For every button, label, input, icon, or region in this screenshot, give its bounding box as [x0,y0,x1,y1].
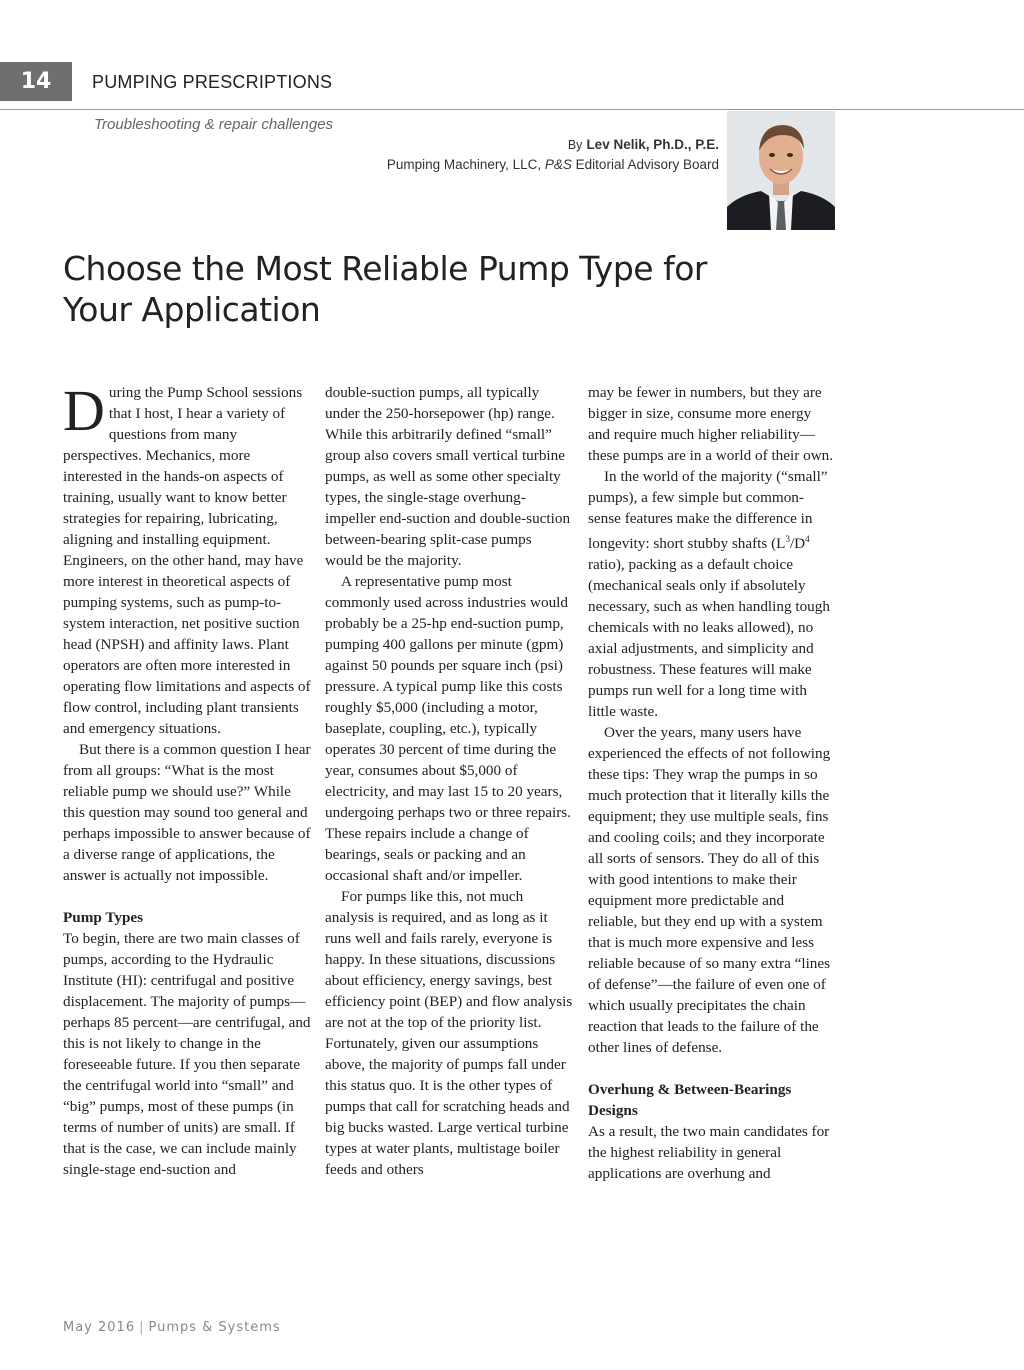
subheading-overhung-designs: Overhung & Between-Bearings Designs [588,1081,792,1120]
paragraph-text: In the world of the majority (“small” pumps), a few simple but common-sense features make the difference in longevity: short stubby shafts (L [588,468,828,553]
affiliation-prefix: Pumping Machinery, LLC, [386,157,545,172]
article-column-3 [588,382,836,1184]
section-title: PUMPING PRESCRIPTIONS [92,72,333,92]
footer-separator: | [139,1320,145,1335]
header-divider [0,109,1024,110]
byline [387,135,719,175]
article-column-2 [325,382,573,1180]
superscript: 3 [785,534,790,544]
byline-affiliation [387,155,719,175]
author-portrait-icon [727,111,835,230]
article-paragraph [588,466,836,722]
drop-cap: D [63,378,105,443]
author-photo [727,111,835,230]
article-paragraph: To begin, there are two main classes of pumps, according to the Hydraulic Institute (HI): centrifugal and positive displacement. The majority of pumps—perhaps 85 percent—are centrifugal, and this is not likely to change in the foreseeable future. If you then separate the centrifugal world into “small” and “big” pumps, most of these pumps (in terms of number of units) are small. If that is the case, we can include mainly single-stage end-suction and [63,930,311,1178]
article-paragraph: may be fewer in numbers, but they are bigger in size, consume more energy and require much higher reliability—these pumps are in a world of their own. [588,384,834,464]
page-number: 14 [0,62,72,101]
paragraph-text: uring the Pump School sessions that I host, I hear a variety of questions from many perspectives. Mechanics, more interested in the hands-on aspects of training, usually want to know better strategies for repairing, lubricating, aligning and installing equipment. Engineers, on the other hand, may have more interest in theoretical aspects of pumping systems, such as pump-to-system interaction, net positive suction head (NPSH) and affinity laws. Plant operators are often more interested in operating flow limitations and aspects of flow control, including plant transients and emergency situations. [63,384,311,737]
paragraph-text: /D [789,535,806,553]
article-column-1 [63,378,311,1180]
affiliation-suffix: Editorial Advisory Board [571,157,719,172]
article-paragraph [63,378,311,739]
byline-author: Lev Nelik, Ph.D., P.E. [586,137,719,152]
footer-date: May 2016 [63,1320,136,1335]
article-paragraph: double-suction pumps, all typically under the 250-horsepower (hp) range. While this arbitrarily defined “small” group also covers small vertical turbine pumps, as well as some other specialty types, the single-stage overhung-impeller end-suction and double-suction between-bearing split-case pumps would be the majority. [325,384,571,569]
footer-publication: Pumps & Systems [148,1320,281,1335]
column-subtitle: Troubleshooting & repair challenges [94,116,334,133]
affiliation-italic: P&S [544,157,572,172]
article-paragraph: For pumps like this, not much analysis is required, and as long as it runs well and fails rarely, everyone is happy. In these situations, discussions about efficiency, energy savings, best efficiency point (BEP) and flow analysis are not at the top of the priority list. Fortunately, given our assumptions above, the majority of pumps fall under this status quo. It is the other types of pumps that call for scratching heads and big bucks wasted. Large vertical turbine types at water plants, multistage boiler feeds and others [325,888,573,1178]
subheading-pump-types: Pump Types [63,909,144,926]
article-paragraph: A representative pump most commonly used across industries would probably be a 25-hp end-suction pump, pumping 400 gallons per minute (gpm) against 50 pounds per square inch (psi) pressure. A typical pump like this costs roughly $5,000 (including a motor, baseplate, coupling, etc.), typically operates 30 percent of time during the year, consumes about $5,000 of electricity, and may last 15 to 20 years, undergoing perhaps two or three repairs. These repairs include a change of bearings, seals or packing and an occasional shaft and/or impeller. [325,573,572,884]
article-paragraph: As a result, the two main candidates for the highest reliability in general applications are overhung and [588,1123,830,1183]
superscript: 4 [805,534,810,544]
article-paragraph: But there is a common question I hear from all groups: “What is the most reliable pump we should use?” While this question may sound too general and perhaps impossible to answer because of a diverse range of applications, the answer is actually not impossible. [63,741,311,884]
byline-by: By [567,138,583,152]
page-footer [63,1320,281,1335]
article-paragraph: Over the years, many users have experienced the effects of not following these tips: They wrap the pumps in so much protection that it literally kills the equipment; they use multiple seals, fins and cooling coils; and they incorporate all sorts of sensors. They do all of this with good intentions to make their equipment more predictable and reliable, but they end up with a system that is much more expensive and less reliable because of so many extra “lines of defense”—the failure of even one of which usually precipitates the chain reaction that leads to the failure of the other lines of defense. [588,724,831,1057]
article-title: Choose the Most Reliable Pump Type for Your Application [63,249,707,329]
paragraph-text: ratio), packing as a default choice (mechanical seals only if absolutely necessary, such as when handling tough chemicals with no leaks allowed), no axial adjustments, and simplicity and robustness. These features will make pumps run well for a long time with little waste. [588,556,830,721]
